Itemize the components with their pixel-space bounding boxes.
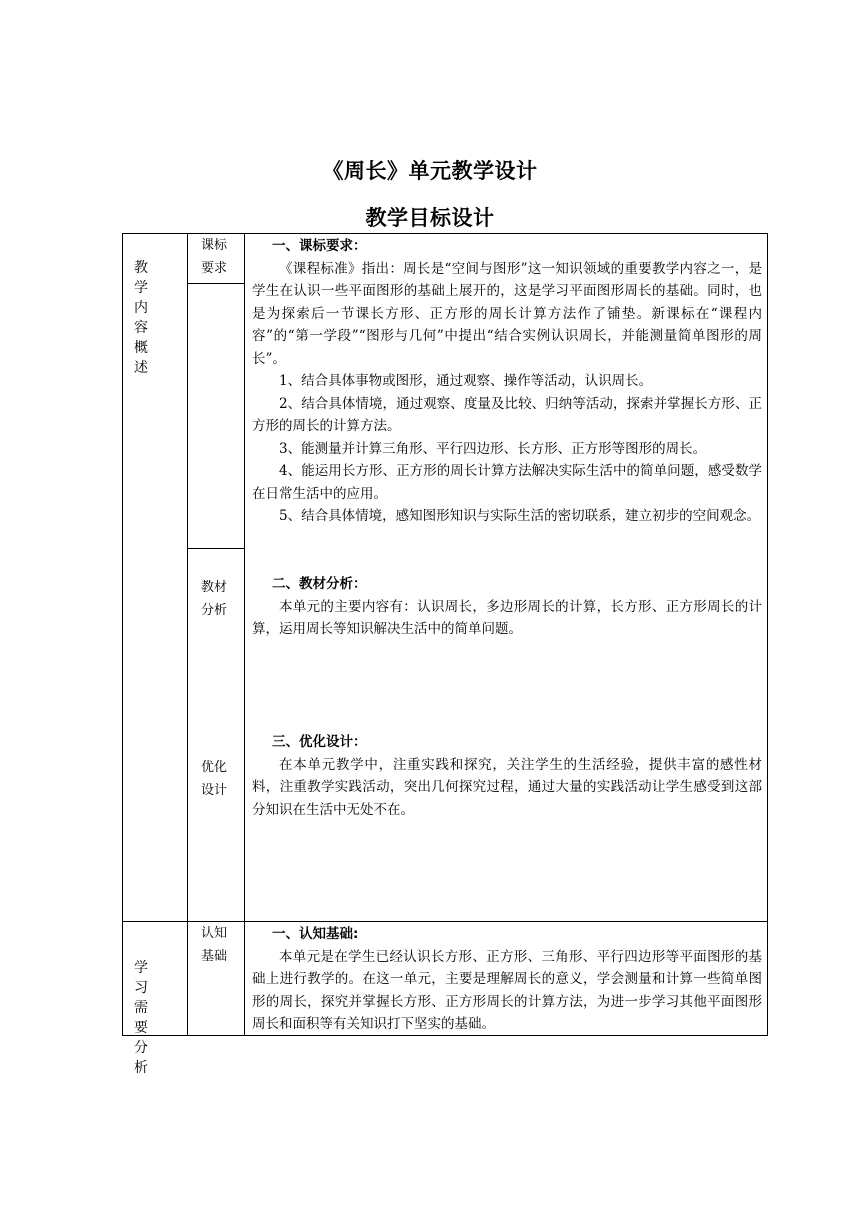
label-line: 概 述 xyxy=(134,340,154,376)
standards-item: 3、能测量并计算三角形、平行四边形、长方形、正方形等图形的周长。 xyxy=(279,440,707,457)
label-line: 学 习 xyxy=(134,960,154,996)
table-column-divider xyxy=(187,233,188,1036)
standards-item: 2、结合具体情境，通过观察、度量及比较、归纳等活动，探索并掌握长方形、正方形的周长的计算方法。 xyxy=(252,395,762,434)
table-column-divider xyxy=(244,233,245,1036)
sublabel-textbook-analysis xyxy=(194,576,234,622)
sublabel-line: 认知 xyxy=(200,926,227,941)
label-line: 分 析 xyxy=(134,1040,154,1076)
standards-item: 5、结合具体情境，感知图形知识与实际生活的密切联系，建立初步的空间观念。 xyxy=(279,508,761,524)
sublabel-cognitive-basis xyxy=(194,922,234,968)
section-heading: 一、课标要求： xyxy=(272,238,367,254)
sublabel-line: 设计 xyxy=(200,783,227,798)
basis-content xyxy=(252,923,762,1036)
standards-content xyxy=(252,235,762,528)
sublabel-curriculum-standards xyxy=(194,234,234,280)
label-line: 教 学 xyxy=(134,260,154,296)
section-heading xyxy=(252,731,762,754)
sublabel-line: 基础 xyxy=(200,949,227,964)
document-subtitle: 教学目标设计 xyxy=(365,206,495,230)
standards-intro: 《课程标准》指出：周长是“空间与图形”这一知识领域的重要教学内容之一，是学生在认识一些平面图形的基础上展开的，这是学习平面图形周长的基础。同时，也是为探索后一节课长方形、正方形的周长计算方法作了铺垫。新课标在“课程内容”的“第一学段”“图形与几何”中提出“结合实例认识周长，并能测量简单图形的周长”。 xyxy=(252,260,762,367)
subcell-divider xyxy=(187,283,244,284)
sublabel-line: 课标 xyxy=(200,238,227,253)
section-heading: 二、教材分析： xyxy=(272,576,367,592)
subcell-divider xyxy=(187,548,244,549)
sublabel-line: 分析 xyxy=(200,603,227,618)
section-heading: 一、认知基础: xyxy=(272,926,359,942)
materials-text: 本单元的主要内容有：认识周长，多边形周长的计算，长方形、正方形周长的计算，运用周长等知识解决生活中的简单问题。 xyxy=(252,598,762,637)
sublabel-line: 教材 xyxy=(200,580,227,595)
heading-text: 三、优化设计： xyxy=(272,734,367,750)
basis-text: 本单元是在学生已经认识长方形、正方形、三角形、平行四边形等平面图形的基础上进行教学的。在这一单元，主要是理解周长的意义，学会测量和计算一些简单图形的周长，探究并掌握长方形、正方形周长的计算方法，为进一步学习其他平面图形周长和面积等有关知识打下坚实的基础。 xyxy=(252,948,762,1032)
document-title: 《周长》单元教学设计 xyxy=(322,159,538,183)
sublabel-optimized-design xyxy=(194,756,234,802)
label-line: 需 要 xyxy=(134,1000,154,1036)
standards-item: 4、能运用长方形、正方形的周长计算方法解决实际生活中的简单问题，感受数学在日常生活中的应用。 xyxy=(252,463,762,502)
sublabel-line: 优化 xyxy=(200,760,227,775)
table-border-left xyxy=(122,233,123,1036)
standards-item: 1、结合具体事物或图形，通过观察、操作等活动，认识周长。 xyxy=(279,373,653,389)
design-text: 在本单元教学中，注重实践和探究，关注学生的生活经验，提供丰富的感性材料，注重教学实践活动，突出几何探究过程，通过大量的实践活动让学生感受到这部分知识在生活中无处不在。 xyxy=(252,756,762,818)
label-line: 内 容 xyxy=(134,300,154,336)
table-border-right xyxy=(767,233,768,1036)
materials-content xyxy=(252,573,762,641)
design-content xyxy=(252,731,762,821)
section-label-learning-needs xyxy=(134,958,182,1078)
section-label-content-overview xyxy=(134,258,182,378)
sublabel-line: 要求 xyxy=(200,261,227,276)
